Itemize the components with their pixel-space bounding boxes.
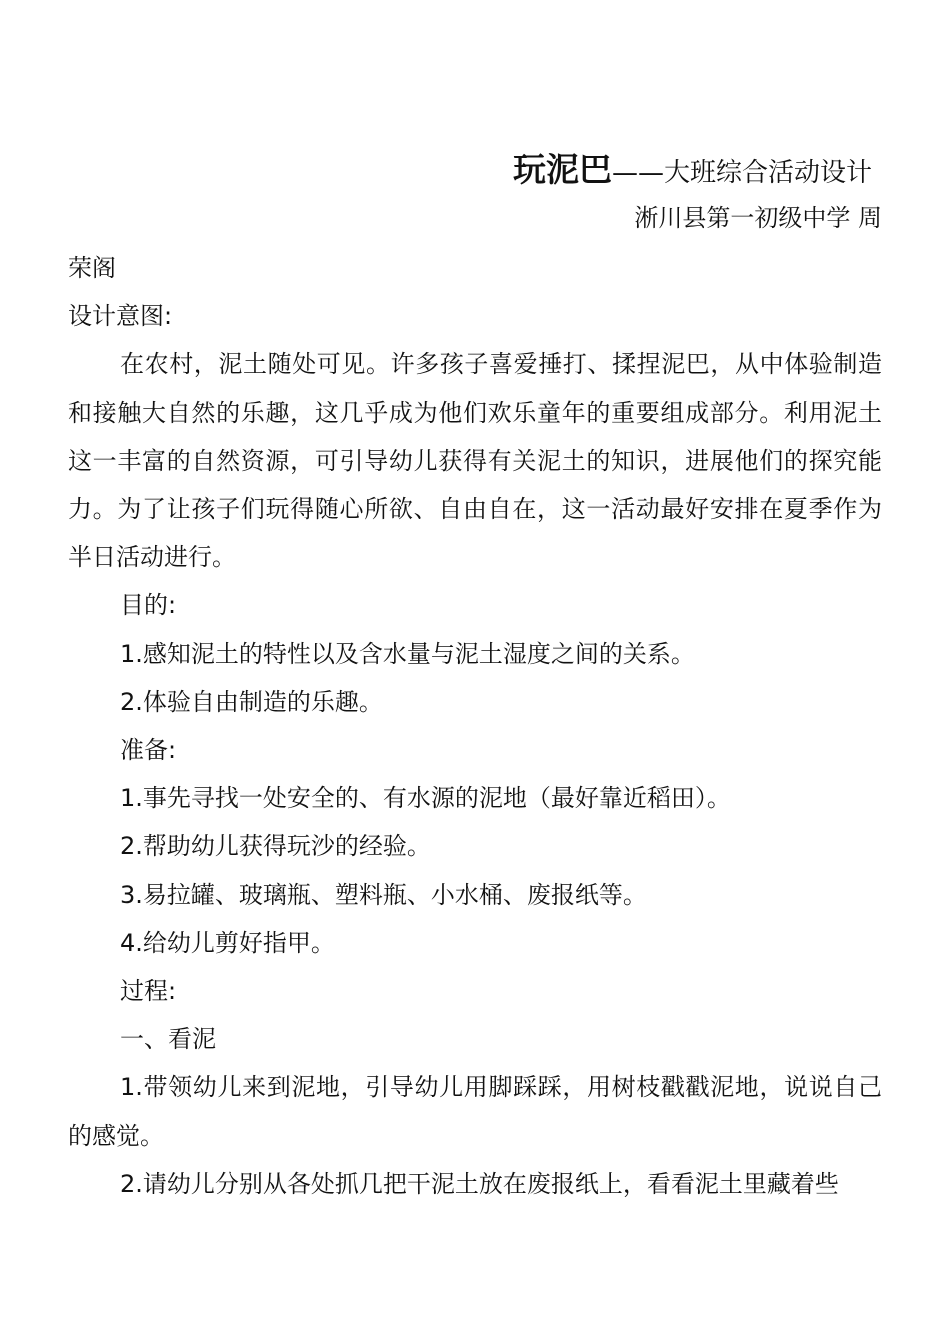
- step-heading: 一、看泥: [120, 1025, 216, 1054]
- prep-item: 2.帮助幼儿获得玩沙的经验。: [120, 832, 431, 861]
- process-heading: 过程:: [120, 977, 177, 1006]
- title-main: 玩泥巴: [512, 150, 612, 189]
- goal-item: 2.体验自由制造的乐趣。: [120, 687, 383, 716]
- document-title: [513, 146, 872, 200]
- prep-item: 1.事先寻找一处安全的、有水源的泥地（最好靠近稻田）。: [120, 784, 731, 813]
- document-body: [68, 244, 882, 1208]
- author-line: 淅川县第一初级中学 周: [634, 204, 882, 232]
- goal-heading: 目的:: [120, 591, 177, 620]
- design-heading: 设计意图:: [68, 302, 173, 331]
- goal-item: 1.感知泥土的特性以及含水量与泥土湿度之间的关系。: [120, 639, 695, 668]
- step-item: 2.请幼儿分别从各处抓几把干泥土放在废报纸上，看看泥土里藏着些: [120, 1169, 839, 1198]
- design-paragraph: 在农村，泥土随处可见。许多孩子喜爱捶打、揉捏泥巴，从中体验制造和接触大自然的乐趣，这几乎成为他们欢乐童年的重要组成部分。利用泥土这一丰富的自然资源，可引导幼儿获得有关泥土的知识，进展他们的探究能力。为了让孩子们玩得随心所欲、自由自在，这一活动最好安排在夏季作为半日活动进行。: [68, 350, 882, 572]
- prep-heading: 准备:: [120, 736, 177, 765]
- prep-item: 4.给幼儿剪好指甲。: [120, 928, 335, 957]
- title-subtitle: ——大班综合活动设计: [611, 158, 872, 188]
- step-item: 1.带领幼儿来到泥地，引导幼儿用脚踩踩，用树枝戳戳泥地，说说自己的感觉。: [68, 1073, 882, 1150]
- author-name-continued: 荣阁: [68, 254, 116, 282]
- prep-item: 3.易拉罐、玻璃瓶、塑料瓶、小水桶、废报纸等。: [120, 880, 647, 909]
